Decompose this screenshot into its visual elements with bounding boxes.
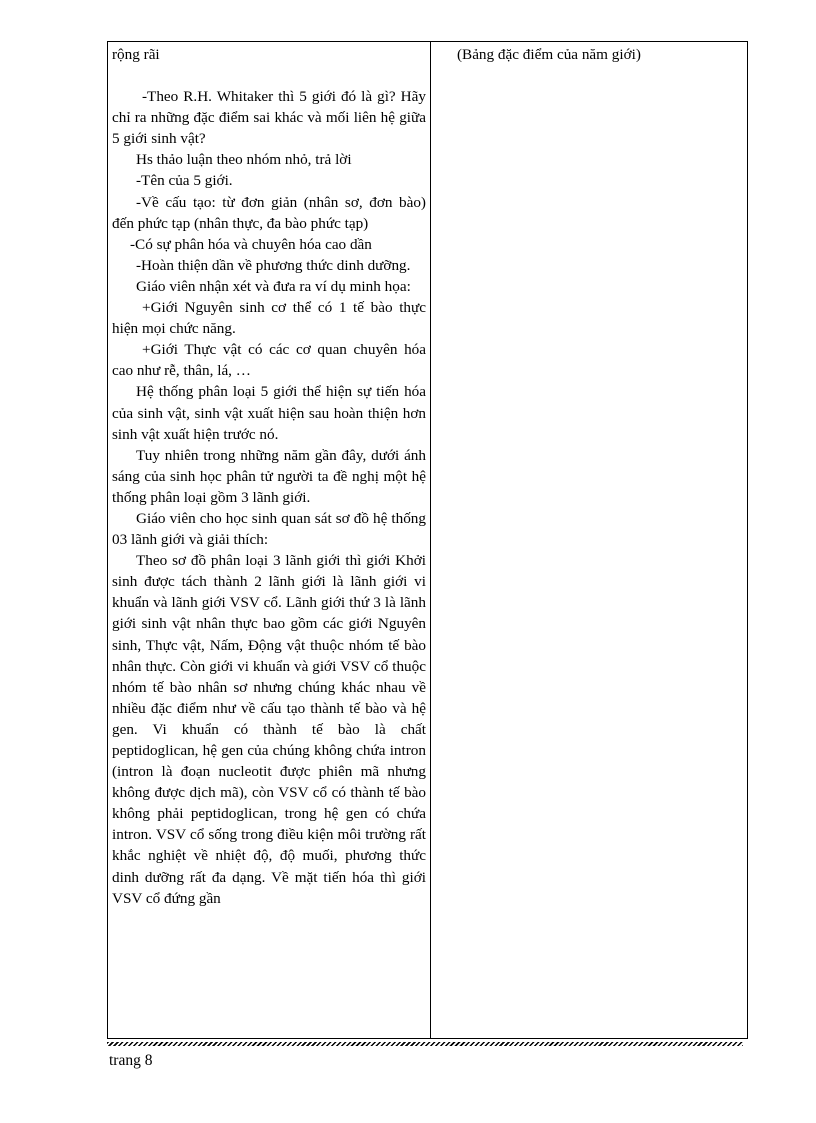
paragraph: -Theo R.H. Whitaker thì 5 giới đó là gì? Hãy chỉ ra những đặc điểm sai khác và mối liên hệ giữa 5 giới sinh vật? bbox=[112, 88, 426, 148]
paragraph: -Về cấu tạo: từ đơn giản (nhân sơ, đơn bào) đến phức tạp (nhân thực, đa bào phức tạp) bbox=[112, 193, 426, 232]
paragraph: Hệ thống phân loại 5 giới thể hiện sự tiến hóa của sinh vật, sinh vật xuất hiện sau hoàn thiện hơn sinh vật xuất hiện trước nó. bbox=[112, 383, 426, 443]
paragraph: Giáo viên nhận xét và đưa ra ví dụ minh họa: bbox=[136, 277, 411, 295]
paragraph: -Có sự phân hóa và chuyên hóa cao dần bbox=[130, 235, 372, 253]
paragraph: rộng rãi bbox=[112, 46, 160, 63]
paragraph: -Hoàn thiện dần về phương thức dinh dưỡng. bbox=[136, 256, 411, 274]
paragraph: Theo sơ đồ phân loại 3 lãnh giới thì giới Khởi sinh được tách thành 2 lãnh giới là lãnh giới vi khuẩn và lãnh giới VSV cổ. Lãnh giới thứ 3 là lãnh giới sinh vật nhân thực bao gồm các giới Nguyên sinh, Thực vật, Nấm, Động vật thuộc nhóm tế bào nhân thực. Còn giới vi khuẩn và giới VSV cổ thuộc nhóm tế bào nhân sơ nhưng chúng khác nhau về nhiều đặc điểm như về cấu tạo thành tế bào và hệ gen. Vi khuẩn có thành tế bào là chất peptidoglican, hệ gen của chúng không chứa intron (intron là đoạn nucleotit được phiên mã nhưng không được dịch mã), còn VSV cổ có thành tế bào không phải peptidoglican, trong hệ gen có chứa intron. VSV cổ sống trong điều kiện môi trường rất khắc nghiệt về nhiệt độ, độ muối, phương thức dinh dưỡng rất đa dạng. Về mặt tiến hóa thì giới VSV cổ đứng gần bbox=[112, 552, 426, 907]
footer-divider bbox=[107, 1042, 743, 1046]
content-table bbox=[107, 41, 748, 1039]
paragraph: -Tên của 5 giới. bbox=[136, 172, 233, 190]
paragraph: +Giới Nguyên sinh cơ thể có 1 tế bào thực hiện mọi chức năng. bbox=[112, 299, 426, 338]
paragraph: Giáo viên cho học sinh quan sát sơ đồ hệ thống 03 lãnh giới và giải thích: bbox=[112, 509, 426, 549]
page-number: trang 8 bbox=[109, 1052, 153, 1069]
paragraph: +Giới Thực vật có các cơ quan chuyên hóa cao như rễ, thân, lá, … bbox=[112, 341, 426, 380]
left-column bbox=[108, 42, 431, 1038]
table-caption: (Bảng đặc điểm của năm giới) bbox=[457, 46, 641, 63]
paragraph: Tuy nhiên trong những năm gần đây, dưới ánh sáng của sinh học phân tử người ta đề nghị một hệ thống phân loại gồm 3 lãnh giới. bbox=[112, 446, 426, 506]
paragraph: Hs thảo luận theo nhóm nhỏ, trả lời bbox=[136, 151, 352, 169]
right-column bbox=[431, 42, 747, 1038]
